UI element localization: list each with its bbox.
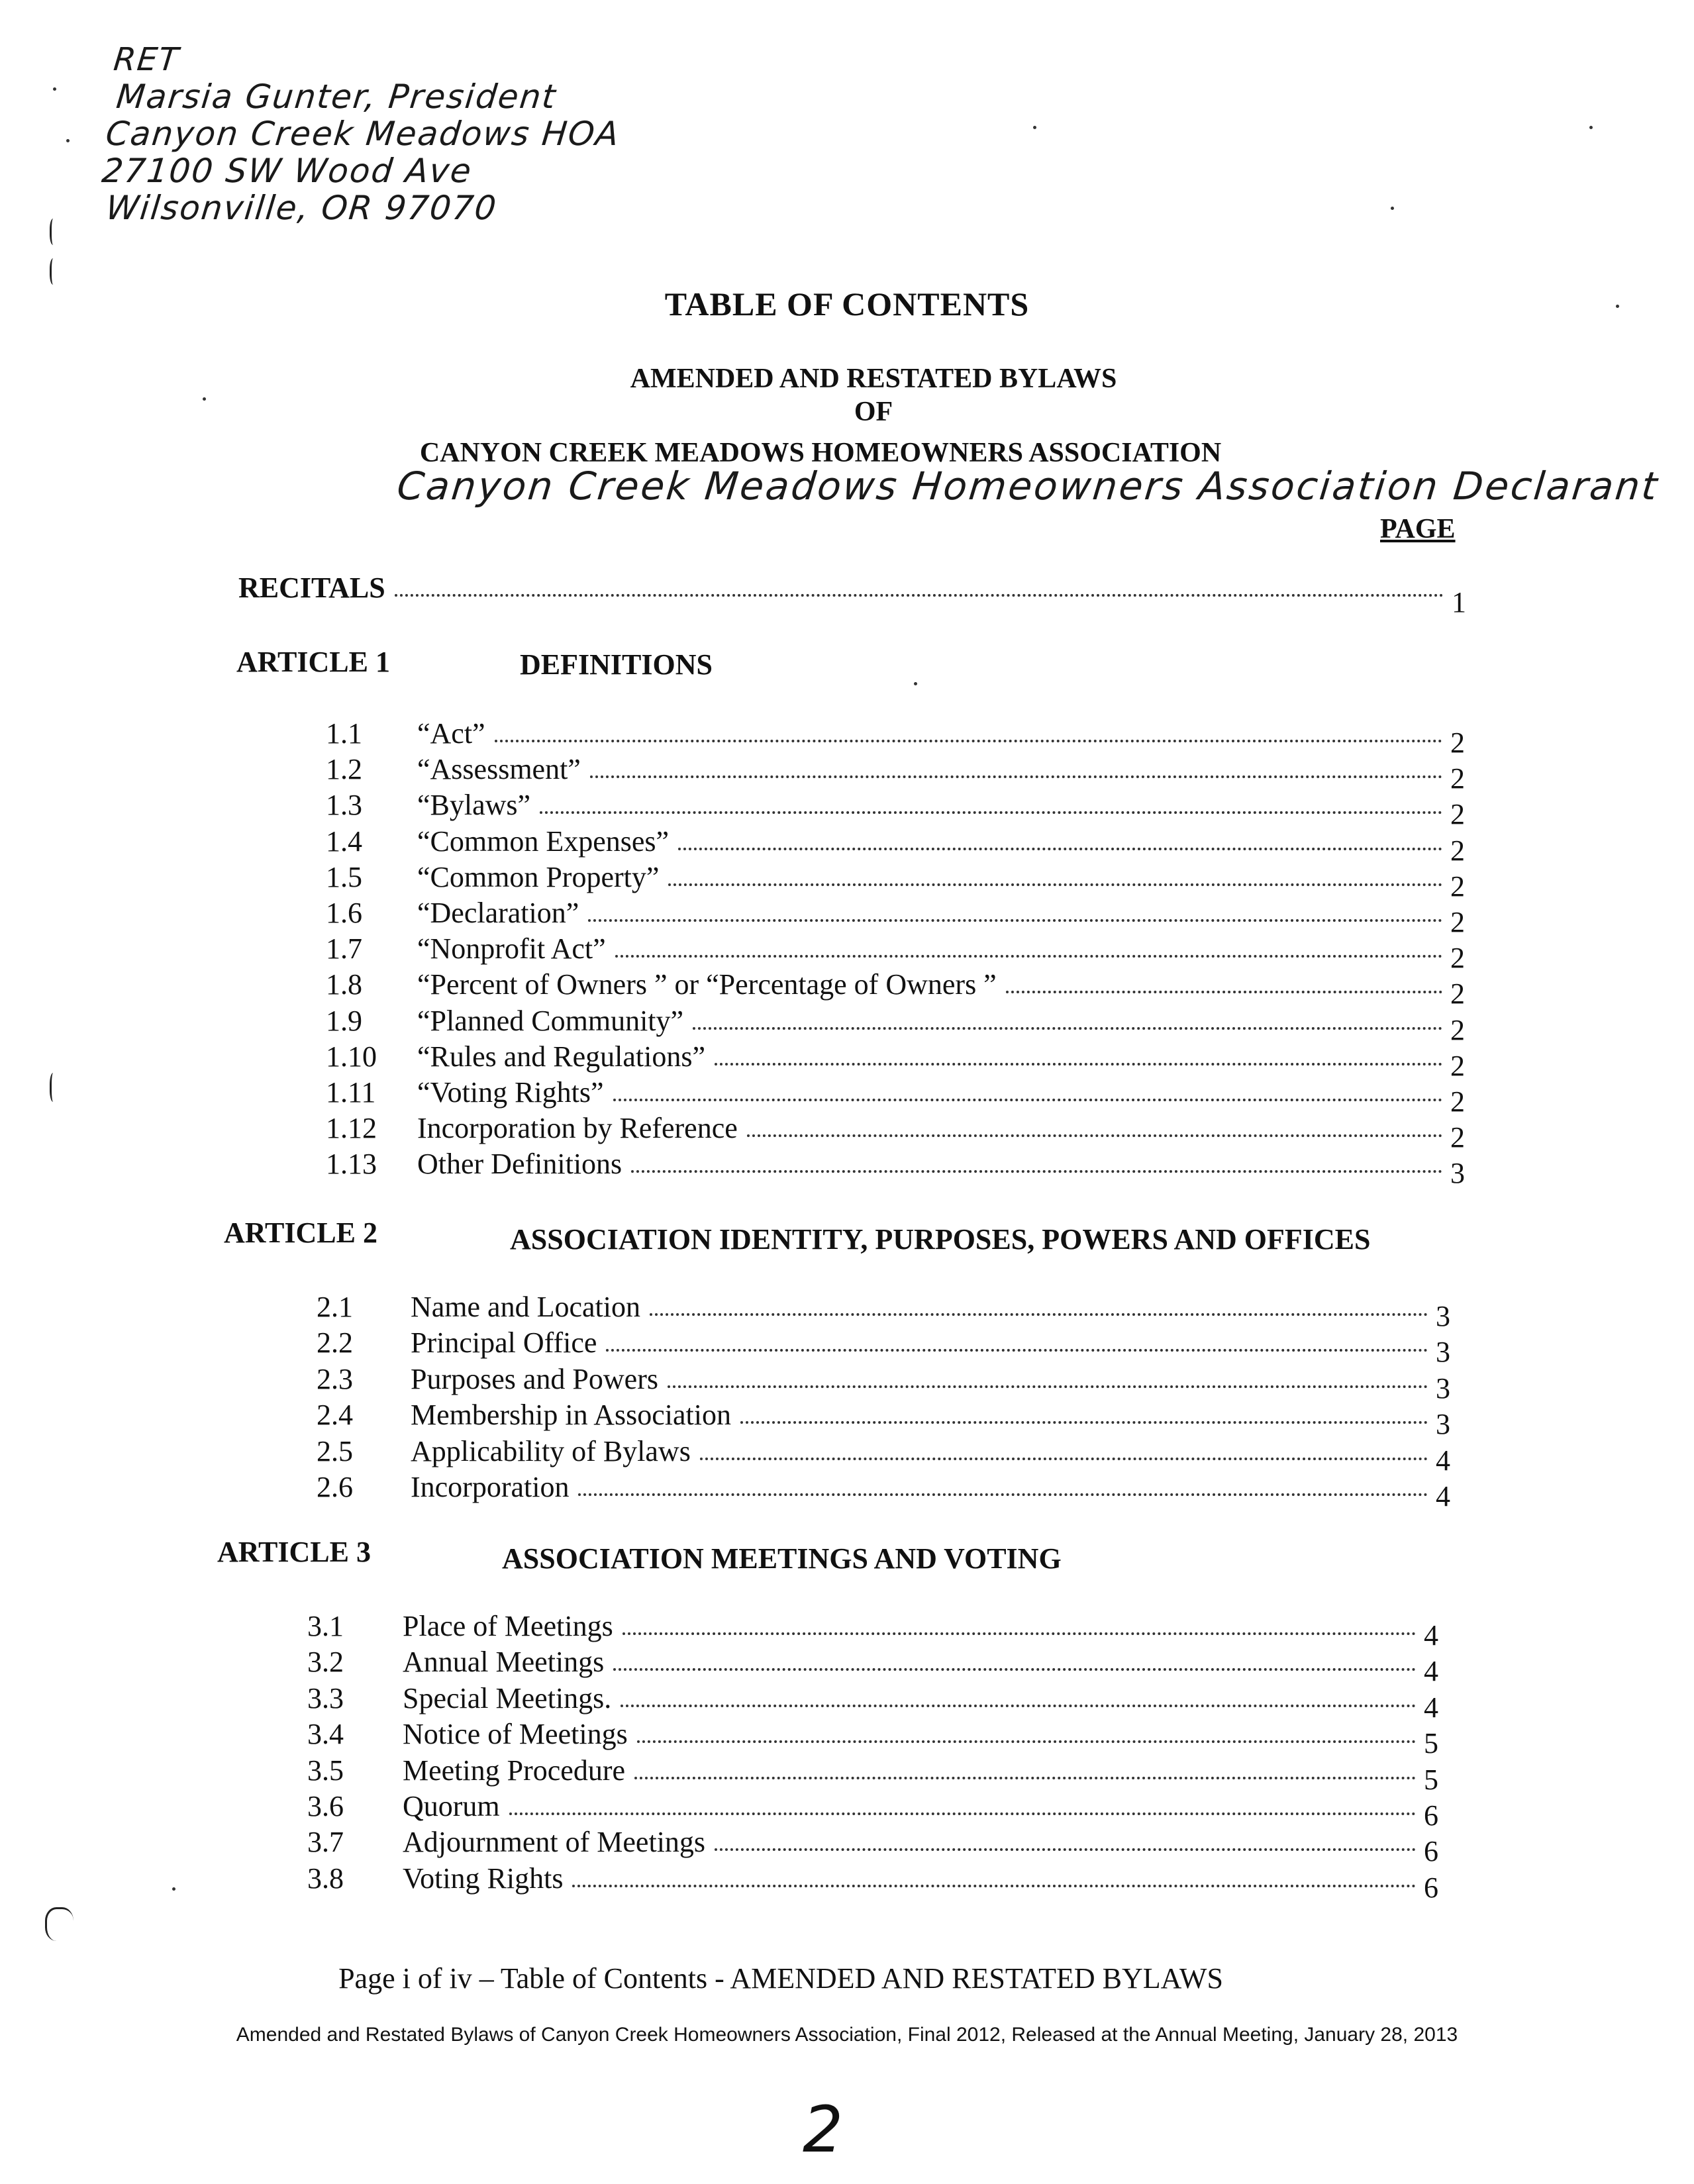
handwritten-page-number: 2 [803,2093,844,2167]
toc-entry[interactable] [417,1075,1465,1118]
toc-entry-title: “Nonprofit Act” [417,932,606,965]
section-number: 1.1 [326,717,362,750]
dot-leader [668,1379,1428,1388]
section-number: 2.5 [317,1435,353,1467]
dot-leader [606,1342,1428,1352]
toc-entry-page: 6 [1424,1835,1438,1867]
page-footer: Page i of iv – Table of Contents - AMENDED AND RESTATED BYLAWS [338,1962,1223,1995]
dot-leader [395,587,1444,597]
toc-entry[interactable] [417,932,1465,974]
scan-speck [1589,126,1593,129]
section-number: 3.2 [307,1646,344,1678]
toc-entry[interactable] [403,1861,1438,1904]
toc-entry[interactable] [403,1645,1438,1687]
section-number: 1.11 [326,1076,376,1109]
toc-entry-page: 4 [1424,1691,1438,1724]
scan-speck [203,397,206,401]
toc-entry[interactable] [403,1681,1438,1724]
toc-entry-title: Quorum [403,1790,500,1822]
dot-leader [509,1806,1416,1815]
dot-leader [623,1626,1416,1635]
toc-entry[interactable] [411,1398,1450,1440]
toc-entry-title: “Planned Community” [417,1005,684,1037]
toc-entry-page: 3 [1436,1336,1450,1368]
dot-leader [495,733,1442,742]
toc-entry-page: 3 [1436,1408,1450,1440]
dot-leader [613,1092,1442,1101]
toc-entry-page: 3 [1450,1157,1465,1189]
toc-entry[interactable] [403,1789,1438,1832]
dot-leader [621,1698,1416,1707]
toc-entry[interactable] [417,896,1465,938]
dot-leader [588,913,1442,922]
handwritten-line: Canyon Creek Meadows HOA [103,115,622,153]
dot-leader [631,1164,1442,1173]
section-number: 1.9 [326,1005,362,1037]
dot-leader [715,1842,1416,1851]
toc-entry[interactable] [417,1004,1465,1046]
margin-mark [50,258,58,285]
handwritten-address [96,41,629,226]
toc-entry-page: 2 [1450,942,1465,974]
article-label: ARTICLE 1 [236,646,390,678]
article-title: ASSOCIATION MEETINGS AND VOTING [502,1542,1062,1575]
article-label: ARTICLE 2 [224,1216,377,1249]
section-number: 3.3 [307,1682,344,1714]
toc-entry-title: Special Meetings. [403,1682,612,1714]
toc-entry-title: Notice of Meetings [403,1718,628,1750]
dot-leader [668,877,1442,886]
section-number: 2.6 [317,1471,353,1503]
section-number: 3.1 [307,1610,344,1642]
dot-leader [747,1128,1442,1137]
handwritten-line: Wilsonville, OR 97070 [104,189,499,227]
dot-leader [700,1451,1428,1460]
dot-leader [1006,984,1442,993]
scan-speck [914,682,917,685]
toc-entry-title: Applicability of Bylaws [411,1435,691,1467]
toc-entry[interactable] [417,968,1465,1010]
handwritten-annotation: Canyon Creek Meadows Homeowners Association Declarant [395,464,1662,509]
toc-entry-page: 2 [1450,906,1465,938]
toc-entry[interactable] [411,1362,1450,1405]
toc-entry-page: 6 [1424,1871,1438,1904]
toc-entry-title: Adjournment of Meetings [403,1826,706,1858]
toc-entry-page: 3 [1436,1372,1450,1405]
dot-leader [634,1770,1416,1779]
toc-entry-page: 2 [1450,834,1465,867]
toc-entry-title: Place of Meetings [403,1610,613,1642]
toc-title: TABLE OF CONTENTS [664,285,1030,323]
dot-leader [613,1662,1416,1671]
toc-entry[interactable] [411,1326,1450,1368]
toc-entry-label: RECITALS [238,571,385,604]
toc-entry-page: 4 [1436,1444,1450,1477]
dot-leader [637,1734,1416,1743]
toc-entry-page: 1 [1452,586,1466,619]
toc-entry-page: 4 [1424,1655,1438,1687]
scan-speck [172,1887,175,1891]
dot-leader [650,1307,1428,1316]
section-number: 1.5 [326,861,362,893]
toc-entry-title: “Voting Rights” [417,1076,604,1109]
toc-entry[interactable] [417,788,1465,830]
toc-entry[interactable] [411,1290,1450,1332]
toc-entry[interactable] [417,860,1465,903]
toc-entry-title: Name and Location [411,1291,640,1323]
scan-speck [53,87,56,91]
section-number: 3.5 [307,1754,344,1787]
toc-entry-recitals[interactable] [238,571,1466,619]
scan-speck [1391,207,1394,210]
dot-leader [615,948,1442,958]
toc-entry-page: 2 [1450,1121,1465,1154]
toc-entry-page: 2 [1450,1085,1465,1118]
doc-subtitle-association: CANYON CREEK MEADOWS HOMEOWNERS ASSOCIATION [419,438,1222,468]
section-number: 1.4 [326,825,362,858]
toc-entry-title: “Bylaws” [417,789,531,821]
toc-entry-page: 2 [1450,726,1465,759]
toc-entry-page: 5 [1424,1763,1438,1796]
toc-entry[interactable] [417,752,1465,795]
section-number: 2.2 [317,1326,353,1359]
dot-leader [590,769,1442,778]
toc-entry-page: 2 [1450,762,1465,795]
handwritten-line: Marsia Gunter, President [114,77,559,116]
scan-speck [66,139,70,142]
dot-leader [572,1878,1416,1887]
section-number: 2.1 [317,1291,353,1323]
toc-entry-page: 2 [1450,977,1465,1010]
toc-entry-title: “Percent of Owners ” or “Percentage of Owners ” [417,968,997,1001]
handwritten-line: 27100 SW Wood Ave [100,152,475,190]
section-number: 1.6 [326,897,362,929]
toc-entry-page: 2 [1450,870,1465,903]
toc-entry-title: Annual Meetings [403,1646,605,1678]
toc-entry-page: 2 [1450,1014,1465,1046]
toc-entry-page: 4 [1424,1619,1438,1652]
margin-mark [45,1907,74,1941]
dot-leader [693,1020,1442,1030]
toc-entry-title: Membership in Association [411,1399,731,1431]
toc-entry[interactable] [417,824,1465,867]
section-number: 1.12 [326,1112,377,1144]
toc-entry-page: 2 [1450,798,1465,830]
article-title: DEFINITIONS [520,648,713,681]
toc-entry-title: Voting Rights [403,1862,564,1895]
toc-entry-title: Incorporation by Reference [417,1112,738,1144]
toc-entry-page: 6 [1424,1799,1438,1832]
toc-entry[interactable] [403,1754,1438,1796]
margin-mark [50,1073,58,1102]
margin-mark [50,219,58,245]
toc-entry[interactable] [403,1825,1438,1867]
dot-leader [740,1415,1428,1424]
scan-speck [1033,126,1036,129]
toc-entry[interactable] [411,1434,1450,1477]
toc-entry[interactable] [411,1470,1450,1513]
toc-entry-page: 3 [1436,1300,1450,1332]
section-number: 3.4 [307,1718,344,1750]
toc-entry[interactable] [417,1040,1465,1082]
toc-entry[interactable] [403,1717,1438,1760]
toc-entry-title: Incorporation [411,1471,570,1503]
toc-entry-title: Principal Office [411,1326,597,1359]
toc-entry-page: 2 [1450,1050,1465,1082]
doc-subtitle: AMENDED AND RESTATED BYLAWS [630,364,1117,394]
handwritten-line: RET [111,41,181,78]
dot-leader [678,841,1442,850]
toc-entry[interactable] [417,1111,1465,1154]
dot-leader [578,1487,1428,1496]
toc-entry[interactable] [417,1147,1465,1189]
dot-leader [540,805,1442,814]
toc-entry-title: “Common Property” [417,861,660,893]
article-title: ASSOCIATION IDENTITY, PURPOSES, POWERS AND OFFICES [510,1223,1371,1256]
toc-entry-title: Other Definitions [417,1148,623,1180]
toc-entry-title: “Assessment” [417,753,581,785]
toc-entry-title: Purposes and Powers [411,1363,658,1395]
section-number: 1.13 [326,1148,377,1180]
section-number: 1.7 [326,932,362,965]
toc-entry-title: “Act” [417,717,485,750]
doc-subtitle-of: OF [854,397,893,427]
section-number: 1.3 [326,789,362,821]
toc-entry-title: “Rules and Regulations” [417,1040,706,1073]
section-number: 1.10 [326,1040,377,1073]
section-number: 2.4 [317,1399,353,1431]
section-number: 3.7 [307,1826,344,1858]
article-label: ARTICLE 3 [217,1536,371,1568]
section-number: 2.3 [317,1363,353,1395]
toc-entry-page: 4 [1436,1480,1450,1513]
toc-entry-title: “Declaration” [417,897,579,929]
toc-entry-title: “Common Expenses” [417,825,670,858]
section-number: 3.8 [307,1862,344,1895]
page-column-header: PAGE [1380,514,1456,544]
toc-entry-title: Meeting Procedure [403,1754,625,1787]
dot-leader [715,1056,1442,1066]
scan-speck [1616,305,1619,308]
section-number: 1.2 [326,753,362,785]
section-number: 3.6 [307,1790,344,1822]
section-number: 1.8 [326,968,362,1001]
page-footer-small: Amended and Restated Bylaws of Canyon Creek Homeowners Association, Final 2012, Released at the Annual Meeting, January 28, 2013 [236,2024,1458,2046]
toc-entry-page: 5 [1424,1727,1438,1760]
toc-entry[interactable] [417,717,1465,759]
toc-entry[interactable] [403,1609,1438,1652]
